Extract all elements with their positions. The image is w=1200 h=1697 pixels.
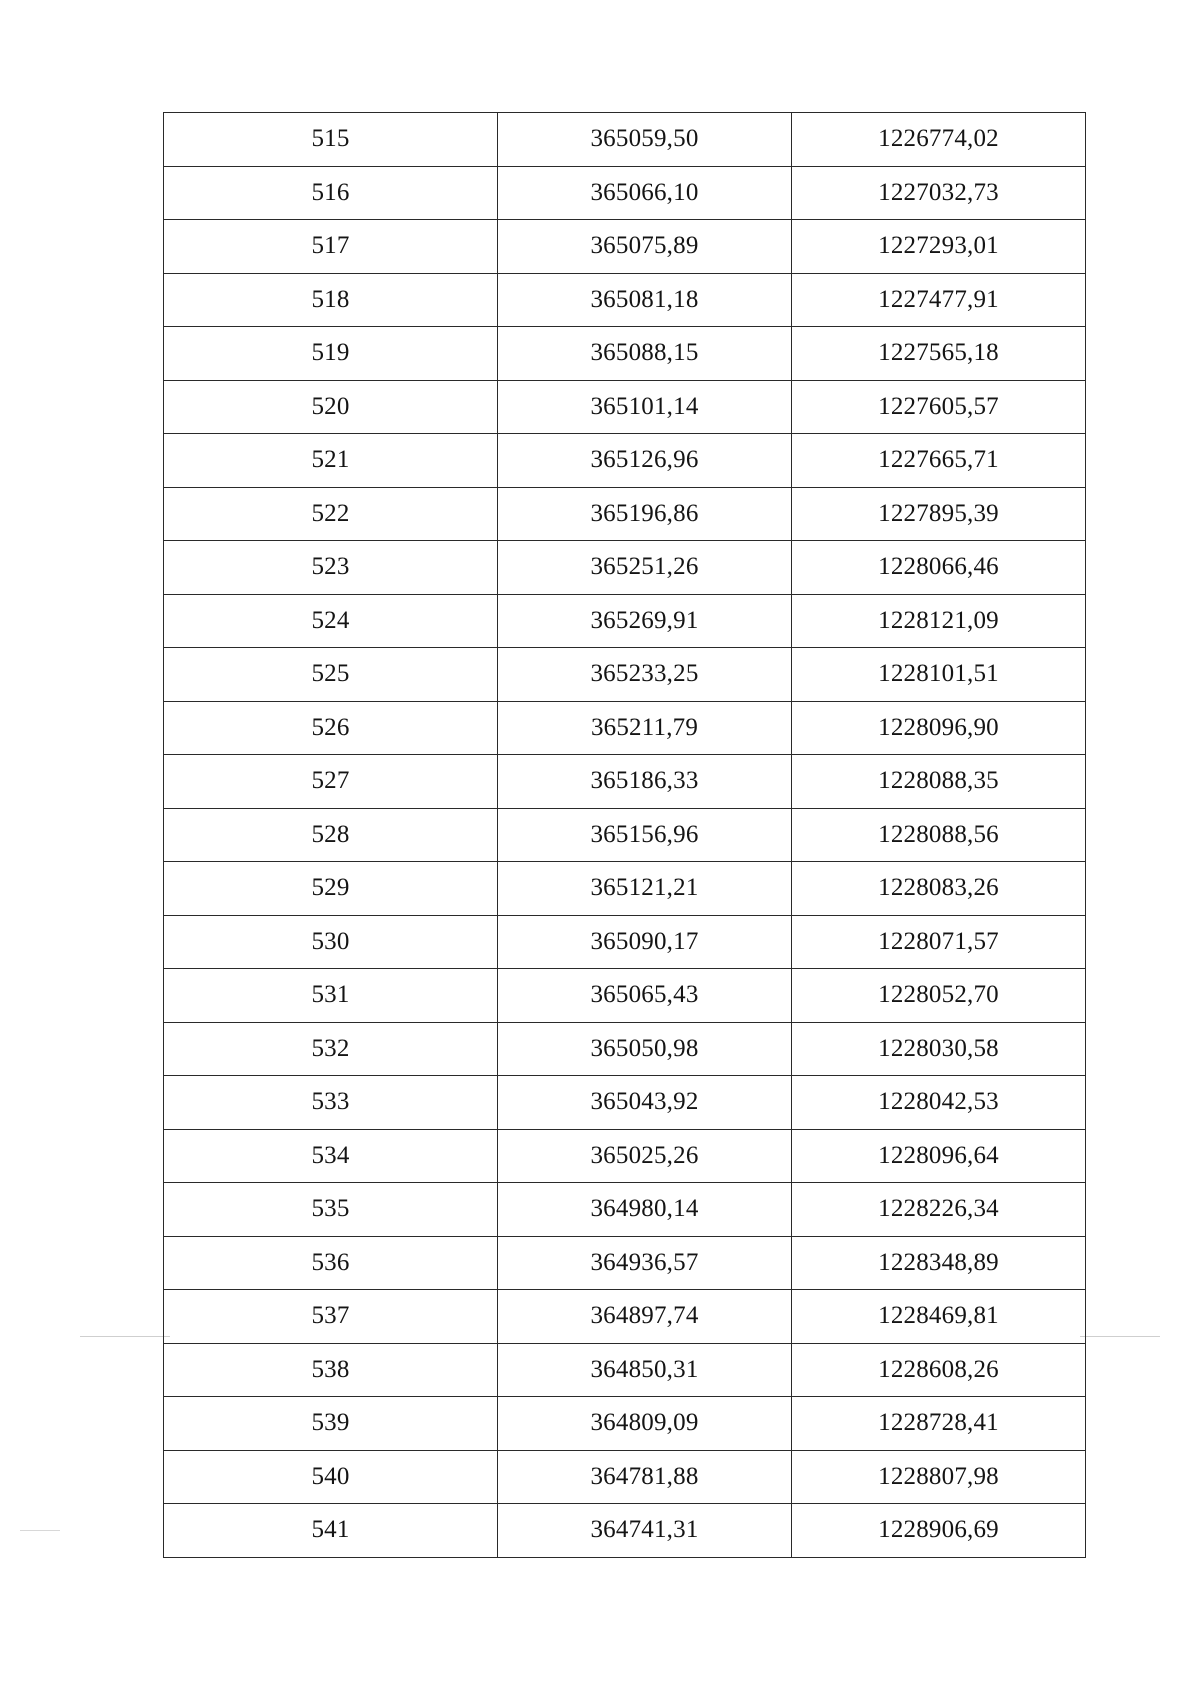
y-coordinate-cell: 1227895,39 xyxy=(792,487,1086,541)
table-row xyxy=(164,166,1086,220)
y-coordinate-cell: 1228101,51 xyxy=(792,648,1086,702)
y-coordinate-cell: 1228906,69 xyxy=(792,1504,1086,1558)
scan-noise-line xyxy=(20,1530,60,1531)
point-number-cell: 535 xyxy=(164,1183,498,1237)
point-number-cell: 530 xyxy=(164,915,498,969)
point-number-cell: 531 xyxy=(164,969,498,1023)
x-coordinate-cell: 365088,15 xyxy=(498,327,792,381)
x-coordinate-cell: 364980,14 xyxy=(498,1183,792,1237)
y-coordinate-cell: 1227477,91 xyxy=(792,273,1086,327)
x-coordinate-cell: 365156,96 xyxy=(498,808,792,862)
point-number-cell: 522 xyxy=(164,487,498,541)
x-coordinate-cell: 365059,50 xyxy=(498,113,792,167)
scan-noise-line xyxy=(1080,1336,1160,1337)
table-row xyxy=(164,1343,1086,1397)
table-row xyxy=(164,594,1086,648)
x-coordinate-cell: 365050,98 xyxy=(498,1022,792,1076)
x-coordinate-cell: 365211,79 xyxy=(498,701,792,755)
table-row xyxy=(164,1076,1086,1130)
point-number-cell: 538 xyxy=(164,1343,498,1397)
y-coordinate-cell: 1228608,26 xyxy=(792,1343,1086,1397)
x-coordinate-cell: 364809,09 xyxy=(498,1397,792,1451)
y-coordinate-cell: 1228348,89 xyxy=(792,1236,1086,1290)
point-number-cell: 516 xyxy=(164,166,498,220)
y-coordinate-cell: 1228469,81 xyxy=(792,1290,1086,1344)
table-row xyxy=(164,755,1086,809)
point-number-cell: 525 xyxy=(164,648,498,702)
table-row xyxy=(164,969,1086,1023)
x-coordinate-cell: 365025,26 xyxy=(498,1129,792,1183)
table-row xyxy=(164,1397,1086,1451)
table-row xyxy=(164,380,1086,434)
table-row xyxy=(164,1022,1086,1076)
x-coordinate-cell: 365090,17 xyxy=(498,915,792,969)
table-row xyxy=(164,1183,1086,1237)
table-row xyxy=(164,434,1086,488)
y-coordinate-cell: 1228121,09 xyxy=(792,594,1086,648)
point-number-cell: 526 xyxy=(164,701,498,755)
y-coordinate-cell: 1228052,70 xyxy=(792,969,1086,1023)
point-number-cell: 533 xyxy=(164,1076,498,1130)
point-number-cell: 541 xyxy=(164,1504,498,1558)
table-row xyxy=(164,273,1086,327)
scan-noise-line xyxy=(80,1336,170,1337)
table-row xyxy=(164,1504,1086,1558)
table-row xyxy=(164,701,1086,755)
table-row xyxy=(164,113,1086,167)
table-row xyxy=(164,541,1086,595)
y-coordinate-cell: 1228030,58 xyxy=(792,1022,1086,1076)
x-coordinate-cell: 365233,25 xyxy=(498,648,792,702)
y-coordinate-cell: 1227605,57 xyxy=(792,380,1086,434)
point-number-cell: 521 xyxy=(164,434,498,488)
x-coordinate-cell: 365101,14 xyxy=(498,380,792,434)
point-number-cell: 519 xyxy=(164,327,498,381)
point-number-cell: 539 xyxy=(164,1397,498,1451)
x-coordinate-cell: 365081,18 xyxy=(498,273,792,327)
x-coordinate-cell: 365065,43 xyxy=(498,969,792,1023)
x-coordinate-cell: 364781,88 xyxy=(498,1450,792,1504)
y-coordinate-cell: 1226774,02 xyxy=(792,113,1086,167)
table-row xyxy=(164,915,1086,969)
y-coordinate-cell: 1228807,98 xyxy=(792,1450,1086,1504)
x-coordinate-cell: 365126,96 xyxy=(498,434,792,488)
y-coordinate-cell: 1228096,90 xyxy=(792,701,1086,755)
x-coordinate-cell: 365196,86 xyxy=(498,487,792,541)
table-row xyxy=(164,220,1086,274)
y-coordinate-cell: 1228042,53 xyxy=(792,1076,1086,1130)
table-row xyxy=(164,327,1086,381)
x-coordinate-cell: 365251,26 xyxy=(498,541,792,595)
y-coordinate-cell: 1228071,57 xyxy=(792,915,1086,969)
x-coordinate-cell: 365075,89 xyxy=(498,220,792,274)
point-number-cell: 524 xyxy=(164,594,498,648)
x-coordinate-cell: 364741,31 xyxy=(498,1504,792,1558)
point-number-cell: 528 xyxy=(164,808,498,862)
x-coordinate-cell: 364936,57 xyxy=(498,1236,792,1290)
y-coordinate-cell: 1227293,01 xyxy=(792,220,1086,274)
point-number-cell: 532 xyxy=(164,1022,498,1076)
table-row xyxy=(164,808,1086,862)
y-coordinate-cell: 1228088,56 xyxy=(792,808,1086,862)
y-coordinate-cell: 1228096,64 xyxy=(792,1129,1086,1183)
table-row xyxy=(164,1129,1086,1183)
point-number-cell: 523 xyxy=(164,541,498,595)
table-row xyxy=(164,1290,1086,1344)
point-number-cell: 537 xyxy=(164,1290,498,1344)
y-coordinate-cell: 1227032,73 xyxy=(792,166,1086,220)
y-coordinate-cell: 1227565,18 xyxy=(792,327,1086,381)
point-number-cell: 518 xyxy=(164,273,498,327)
y-coordinate-cell: 1227665,71 xyxy=(792,434,1086,488)
point-number-cell: 529 xyxy=(164,862,498,916)
point-number-cell: 517 xyxy=(164,220,498,274)
coordinates-table-body xyxy=(164,113,1086,1558)
table-row xyxy=(164,487,1086,541)
y-coordinate-cell: 1228728,41 xyxy=(792,1397,1086,1451)
point-number-cell: 536 xyxy=(164,1236,498,1290)
x-coordinate-cell: 365043,92 xyxy=(498,1076,792,1130)
table-row xyxy=(164,1450,1086,1504)
y-coordinate-cell: 1228066,46 xyxy=(792,541,1086,595)
x-coordinate-cell: 365121,21 xyxy=(498,862,792,916)
table-row xyxy=(164,648,1086,702)
coordinates-table xyxy=(163,112,1086,1558)
y-coordinate-cell: 1228226,34 xyxy=(792,1183,1086,1237)
table-row xyxy=(164,862,1086,916)
y-coordinate-cell: 1228083,26 xyxy=(792,862,1086,916)
y-coordinate-cell: 1228088,35 xyxy=(792,755,1086,809)
x-coordinate-cell: 365066,10 xyxy=(498,166,792,220)
x-coordinate-cell: 364850,31 xyxy=(498,1343,792,1397)
point-number-cell: 520 xyxy=(164,380,498,434)
x-coordinate-cell: 365269,91 xyxy=(498,594,792,648)
x-coordinate-cell: 364897,74 xyxy=(498,1290,792,1344)
point-number-cell: 527 xyxy=(164,755,498,809)
point-number-cell: 515 xyxy=(164,113,498,167)
point-number-cell: 534 xyxy=(164,1129,498,1183)
point-number-cell: 540 xyxy=(164,1450,498,1504)
x-coordinate-cell: 365186,33 xyxy=(498,755,792,809)
table-row xyxy=(164,1236,1086,1290)
